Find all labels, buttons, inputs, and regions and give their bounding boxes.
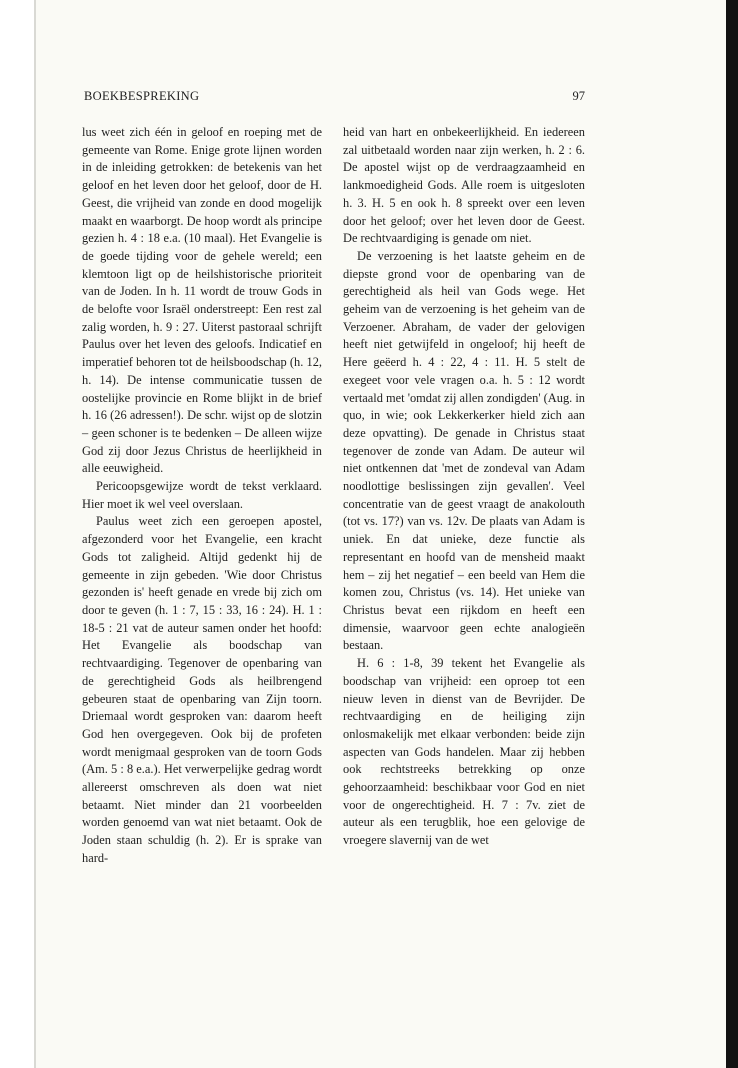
page-left-margin (0, 0, 36, 1068)
page-right-edge (726, 0, 738, 1068)
left-column (82, 124, 322, 868)
running-title: BOEKBESPREKING (84, 89, 200, 103)
page-number: 97 (572, 89, 585, 103)
paragraph: lus weet zich één in geloof en roeping met de gemeente van Rome. Enige grote lijnen worden in de inleiding getrokken: de betekenis van het geloof en het leven door het geloof, door de H. Geest, die vrijheid van zonde en dood mogelijk maakt en waarborgt. De hoop wordt als principe gezien h. 4 : 18 e.a. (10 maal). Het Evangelie is de goede tijding voor de gehele wereld; een klemtoon ligt op de heilshistorische prioriteit van de Joden. In h. 11 wordt de trouw Gods in de belofte voor Israël onderstreept: Een rest zal zalig worden, h. 9 : 27. Uiterst pastoraal schrijft Paulus over het leven des geloofs. Indicatief en imperatief behoren tot de heilsboodschap (h. 12, h. 14). De intense communicatie tussen de oostelijke provincie en Rome blijkt in de brief h. 16 (26 adressen!). De schr. wijst op de slotzin – geen schoner is te bedenken – De alleen wijze God zij door Jezus Christus de heerlijkheid in alle eeuwigheid. (82, 125, 322, 476)
paragraph: H. 6 : 1-8, 39 tekent het Evangelie als boodschap van vrijheid: een oproep tot een nieuw leven in dienst van de Bevrijder. De rechtvaardiging en de heiliging zijn onlosmakelijk met elkaar verbonden: beide zijn aspecten van Gods handelen. Maar zij hebben ook rechtstreeks betrekking op onze gehoorzaamheid: beschikbaar voor God en niet voor de ongerechtigheid. H. 7 : 7v. ziet de auteur als een terugblik, hoe een gelovige de vroegere slavernij van de wet (343, 656, 585, 848)
paragraph: De verzoening is het laatste geheim en de diepste grond voor de openbaring van de gerechtigheid als heil van Gods wege. Het geheim van de verzoening is het geheim van de Verzoener. Abraham, de vader der gelovigen heeft niet getwijfeld in ongeloof; hij heeft de Here geëerd h. 4 : 22, 4 : 11. H. 5 stelt de exegeet voor vele vragen o.a. h. 5 : 12 wordt vertaald met 'omdat zij allen zondigden' (Aug. in quo, in wie; ook Lekkerkerker hield zich aan deze opvatting). De genade in Christus staat tegenover de zonde van Adam. De auteur wil niet ontkennen dat 'met de zondeval van Adam noodlottige beslissingen zijn gevallen'. Veel concentratie van de geest vraagt de anakolouth (tot vs. 17?) van vs. 12v. De plaats van Adam is uniek. En dat unieke, deze functie als representant en hoofd van de mensheid maakt hem – zij het negatief – een beeld van Hem die komen zou, Christus (vs. 14). Het unieke van Christus bevat een rijkdom en heeft een dimensie, waarvoor geen echte analogieën bestaan. (343, 248, 585, 653)
paragraph: Paulus weet zich een geroepen apostel, afgezonderd voor het Evangelie, een kracht Gods tot zaligheid. Altijd gedenkt hij de gemeente in zijn gebeden. 'Wie door Christus gezonden is' heeft genade en vrede bij zich om door te geven (h. 1 : 7, 15 : 33, 16 : 24). H. 1 : 18-5 : 21 vat de auteur samen onder het hoofd: Het Evangelie als boodschap van rechtvaardiging. Tegenover de openbaring van de gerechtigheid Gods als heilbrengend gebeuren staat de openbaring van Zijn toorn. Driemaal wordt gesproken van: daarom heeft God hen overgegeven. Ook bij de profeten wordt menigmaal gesproken van de toorn Gods (Am. 5 : 8 e.a.). Het verwerpelijke gedrag wordt allereerst omschreven als doen wat niet betaamt. Niet minder dan 21 voorbeelden worden genoemd van wat niet betaamt. Ook de Joden staan schuldig (h. 2). Er is sprake van hard- (82, 514, 322, 865)
right-column (343, 124, 585, 850)
running-header (84, 89, 585, 107)
page-fold-line (34, 0, 36, 1068)
paragraph: heid van hart en onbekeerlijkheid. En iedereen zal uitbetaald worden naar zijn werken, h. 2 : 6. De apostel wijst op de verdraagzaamheid en lankmoedigheid Gods. Alle roem is uitgesloten h. 3. H. 5 en ook h. 8 spreekt over een leven door het geloof; over het leven door de Geest. De rechtvaardiging is genade om niet. (343, 125, 585, 246)
paragraph: Pericoopsgewijze wordt de tekst verklaard. Hier moet ik wel veel overslaan. (82, 479, 322, 511)
